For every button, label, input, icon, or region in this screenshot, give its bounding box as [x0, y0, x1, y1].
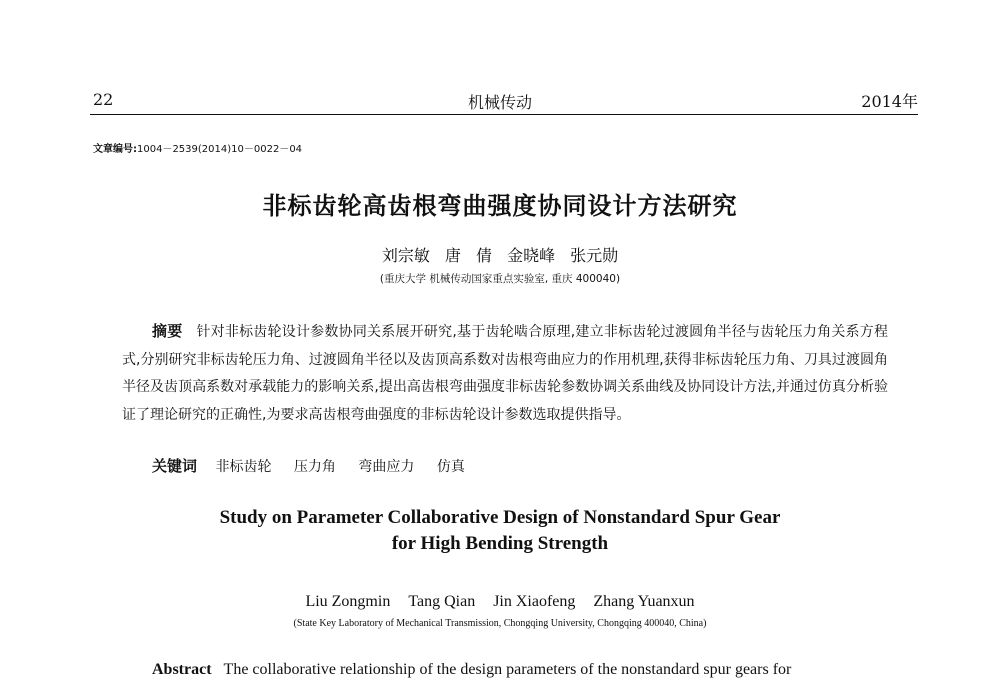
- article-number: [93, 140, 302, 155]
- title-english: [0, 505, 1000, 557]
- abstract-chinese: [122, 318, 888, 429]
- article-number-label: 文章编号:: [93, 144, 137, 155]
- affiliation-chinese: (重庆大学 机械传动国家重点实验室, 重庆 400040): [379, 273, 621, 285]
- title-english-line2: for High Bending Strength: [391, 533, 609, 554]
- author-english: Zhang Yuanxun: [593, 593, 695, 610]
- title-english-line1: Study on Parameter Collaborative Design of Nonstandard Spur Gear: [219, 507, 781, 528]
- article-number-value: 1004－2539(2014)10－0022－04: [137, 144, 303, 155]
- abstract-english-label: Abstract: [152, 661, 212, 678]
- abstract-english: [152, 661, 791, 679]
- affiliation-english: (State Key Laboratory of Mechanical Transmission, Chongqing University, Chongqing 400040, China): [293, 618, 707, 629]
- journal-name: 机械传动: [467, 93, 532, 112]
- keyword-item: 非标齿轮: [215, 459, 272, 475]
- keyword-item: 仿真: [436, 459, 465, 475]
- keywords-chinese: [152, 455, 483, 476]
- abstract-english-text: The collaborative relationship of the design parameters of the nonstandard spur gears for: [223, 661, 792, 678]
- abstract-chinese-text: 针对非标齿轮设计参数协同关系展开研究,基于齿轮啮合原理,建立非标齿轮过渡圆角半径与齿轮压力角关系方程式,分别研究非标齿轮压力角、过渡圆角半径以及齿顶高系数对齿根弯曲应力的作用机理,获得非标齿轮压力角、刀具过渡圆角半径及齿顶高系数对承载能力的影响关系,提出高齿根弯曲强度非标齿轮参数协调关系曲线及协同设计方法,并通过仿真分析验证了理论研究的正确性,为要求高齿根弯曲强度的非标齿轮设计参数选取提供指导。: [122, 324, 888, 423]
- author-english: Liu Zongmin: [305, 593, 391, 610]
- header-divider: [90, 114, 918, 115]
- authors-english: [0, 593, 1000, 611]
- page-number: 22: [93, 90, 114, 109]
- abstract-chinese-label: 摘要: [152, 322, 183, 340]
- title-chinese: 非标齿轮高齿根弯曲强度协同设计方法研究: [262, 192, 738, 220]
- keyword-item: 压力角: [293, 459, 336, 475]
- keywords-chinese-label: 关键词: [152, 457, 198, 475]
- publication-year: 2014年: [861, 92, 918, 111]
- author-english: Jin Xiaofeng: [493, 593, 576, 610]
- authors-chinese: 刘宗敏 唐 倩 金晓峰 张元勋: [381, 246, 619, 265]
- author-english: Tang Qian: [408, 593, 476, 610]
- keyword-item: 弯曲应力: [358, 459, 415, 475]
